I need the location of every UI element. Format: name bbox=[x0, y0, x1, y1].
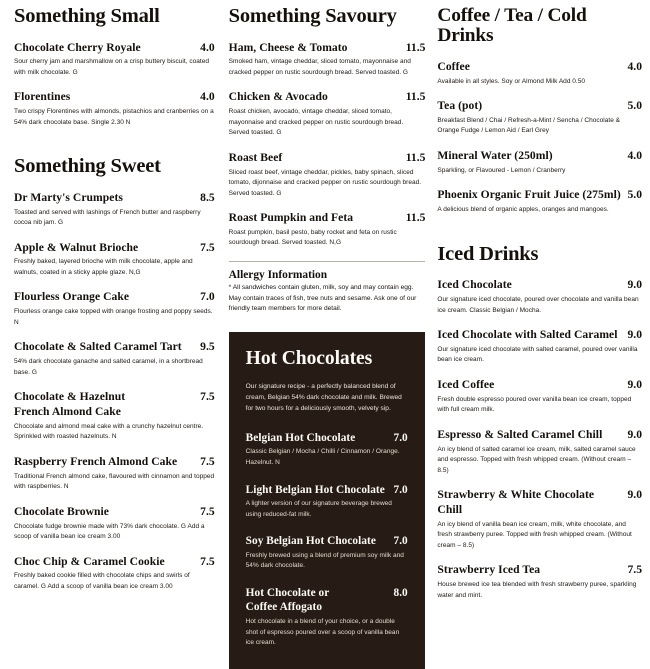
allergy-text: * All sandwiches contain gluten, milk, soy and may contain egg. May contain traces of fish, tree nuts and sesame. Ask one of our friendly team members for more detail. bbox=[228, 283, 417, 313]
menu-item bbox=[14, 191, 215, 229]
menu-item-name: Hot Chocolate or Coffee Affogato bbox=[245, 587, 330, 614]
menu-item-name: Tea (pot) bbox=[437, 99, 483, 113]
menu-item-name: Apple & Walnut Brioche bbox=[14, 240, 139, 254]
hot-chocolates-panel bbox=[229, 332, 425, 669]
menu-item-description: Breakfast Blend / Chai / Refresh-a-Mint / Sencha / Chocolate & Orange Fudge / Lemon Aid / Earl Grey bbox=[437, 116, 621, 135]
menu-item bbox=[14, 241, 215, 279]
menu-item-price: 7.5 bbox=[200, 454, 215, 468]
menu-item-header bbox=[14, 390, 215, 420]
menu-item-price: 9.5 bbox=[200, 340, 215, 354]
menu-item-price: 9.0 bbox=[627, 488, 642, 502]
menu-item-description: Sparkling, or Flavoured - Lemon / Cranberry bbox=[437, 166, 566, 174]
menu-item-header bbox=[14, 90, 215, 105]
menu-item-price: 7.0 bbox=[393, 431, 408, 444]
menu-item-price: 8.5 bbox=[200, 190, 215, 204]
menu-item bbox=[437, 563, 642, 601]
menu-item-header bbox=[437, 188, 642, 203]
menu-item-name: Roast Beef bbox=[228, 150, 283, 164]
menu-item bbox=[229, 151, 426, 199]
menu-item-header bbox=[14, 340, 215, 355]
menu-item bbox=[437, 99, 642, 137]
menu-item bbox=[14, 340, 215, 378]
menu-item-header bbox=[246, 534, 408, 548]
menu-item-price: 4.0 bbox=[200, 40, 215, 54]
menu-item-header bbox=[14, 41, 215, 56]
menu-item-header bbox=[246, 431, 408, 445]
menu-item-header bbox=[437, 278, 642, 293]
menu-item-price: 5.0 bbox=[627, 188, 642, 202]
menu-item-price: 11.5 bbox=[405, 40, 426, 54]
menu-item-header bbox=[437, 563, 642, 578]
section-title-something-savoury: Something Savoury bbox=[228, 5, 397, 27]
menu-item-description: Hot chocolate in a blend of your choice, or a double shot of espresso poured over a scoop of vanilla bean ice cream. bbox=[245, 617, 400, 647]
menu-item-header bbox=[14, 191, 215, 206]
menu-item bbox=[246, 534, 408, 572]
menu-item-header bbox=[437, 488, 642, 518]
menu-item-name: Chicken & Avocado bbox=[228, 90, 328, 104]
allergy-title: Allergy Information bbox=[228, 268, 328, 281]
section-spacer bbox=[14, 140, 215, 156]
menu-item bbox=[437, 188, 642, 215]
section-title-iced-drinks: Iced Drinks bbox=[437, 242, 539, 265]
menu-item bbox=[14, 555, 215, 593]
menu-item-header bbox=[437, 60, 642, 75]
menu-item-description: Our signature iced chocolate, poured over chocolate and vanilla bean ice cream. Classic Belgian / Mocha. bbox=[437, 295, 639, 314]
menu-item-name: Chocolate & Hazelnut French Almond Cake bbox=[14, 390, 126, 419]
menu-item-description: A delicious blend of organic apples, oranges and mangoes. bbox=[437, 206, 609, 214]
menu-item-description: Two crispy Florentines with almonds, pistachios and cranberries on a 54% dark chocolate base. Single 2.30 N bbox=[14, 108, 214, 126]
menu-item-name: Chocolate & Salted Caramel Tart bbox=[14, 340, 182, 354]
menu-item bbox=[437, 60, 642, 87]
menu-column-drinks bbox=[433, 6, 642, 616]
menu-item bbox=[437, 278, 642, 316]
menu-item-name: Iced Chocolate bbox=[437, 278, 512, 292]
menu-item-name: Belgian Hot Chocolate bbox=[245, 431, 356, 444]
section-title-something-sweet: Something Sweet bbox=[14, 155, 161, 178]
menu-item-description: Freshly brewed using a blend of premium soy milk and 54% dark chocolate. bbox=[245, 551, 404, 570]
menu-item bbox=[246, 586, 408, 649]
menu-item-description: Roast pumpkin, basil pesto, baby rocket and feta on rustic sourdough bread. Served toasted. N,G bbox=[228, 228, 397, 247]
menu-item-header bbox=[229, 151, 426, 166]
menu-item-price: 7.5 bbox=[200, 554, 215, 568]
menu-item-price: 5.0 bbox=[627, 99, 642, 113]
section-divider bbox=[229, 261, 426, 262]
menu-item-header bbox=[437, 328, 642, 343]
menu-item-name: Espresso & Salted Caramel Chill bbox=[437, 427, 603, 441]
menu-item bbox=[229, 41, 426, 79]
menu-item-header bbox=[246, 586, 408, 615]
menu-item-header bbox=[14, 555, 215, 570]
menu-item bbox=[14, 390, 215, 443]
menu-item-description: Fresh double espresso poured over vanilla bean ice cream, topped with full cream milk. bbox=[437, 395, 632, 414]
menu-item-description: Toasted and served with lashings of French butter and raspberry cocoa nib jam. G bbox=[14, 208, 201, 227]
menu-item bbox=[437, 328, 642, 366]
menu-item-description: Classic Belgian / Mocha / Chilli / Cinnamon / Orange. Hazelnut. N bbox=[245, 448, 400, 466]
hot-chocolates-intro: Our signature recipe - a perfectly balanced blend of cream, Belgian 54% dark chocolate and milk. Brewed for two hours for a deliciously smooth, velvety sip. bbox=[245, 382, 402, 413]
menu-item-header bbox=[246, 483, 408, 497]
menu-item-header bbox=[14, 290, 215, 305]
menu-item-name: Mineral Water (250ml) bbox=[437, 148, 553, 162]
menu-item-name: Iced Coffee bbox=[437, 377, 495, 391]
menu-item bbox=[14, 455, 215, 493]
menu-item-price: 7.5 bbox=[200, 390, 215, 404]
menu-item bbox=[14, 90, 215, 128]
menu-item-price: 7.0 bbox=[393, 483, 408, 496]
menu-item-description: Freshly baked, layered brioche with milk chocolate, apple and walnuts, coated in a sticky apple glaze. N,G bbox=[14, 258, 193, 276]
menu-item-header bbox=[229, 90, 426, 105]
menu-item-name: Strawberry Iced Tea bbox=[437, 563, 541, 577]
menu-item-description: Chocolate and almond meal cake with a crunchy hazelnut centre. Sprinkled with roasted hazelnuts. N bbox=[14, 422, 204, 441]
menu-item bbox=[437, 149, 642, 176]
menu-item-price: 9.0 bbox=[627, 377, 642, 391]
menu-item-price: 11.5 bbox=[405, 150, 426, 164]
menu-item-name: Soy Belgian Hot Chocolate bbox=[245, 535, 376, 548]
menu-item-description: A lighter version of our signature beverage brewed using reduced-fat milk. bbox=[245, 499, 392, 518]
menu-item-header bbox=[14, 241, 215, 256]
menu-item-description: Our signature iced chocolate with salted caramel, poured over vanilla bean ice cream. bbox=[437, 345, 638, 364]
menu-item-name: Chocolate Cherry Royale bbox=[14, 40, 141, 54]
menu-item-description: Flourless orange cake topped with orange frosting and poppy seeds. N bbox=[14, 308, 213, 326]
menu-item-name: Florentines bbox=[14, 90, 71, 104]
menu-item-header bbox=[14, 455, 215, 470]
menu-item-name: Raspberry French Almond Cake bbox=[14, 454, 178, 468]
menu-item-name: Choc Chip & Caramel Cookie bbox=[14, 554, 165, 568]
section-title-coffee-tea-cold-drinks: Coffee / Tea / Cold Drinks bbox=[437, 5, 587, 47]
menu-item bbox=[437, 488, 642, 551]
menu-item-price: 7.0 bbox=[393, 535, 408, 548]
menu-item-name: Light Belgian Hot Chocolate bbox=[245, 483, 385, 496]
menu-item-header bbox=[437, 99, 642, 114]
allergy-information bbox=[229, 269, 426, 315]
menu-item-header bbox=[14, 505, 215, 520]
menu-item-description: Chocolate fudge brownie made with 73% dark chocolate. G Add a scoop of vanilla bean ice cream 3.00 bbox=[14, 522, 205, 541]
menu-item-price: 11.5 bbox=[405, 211, 426, 225]
menu-item bbox=[437, 428, 642, 476]
menu-item bbox=[14, 41, 215, 79]
menu-item-description: 54% dark chocolate ganache and salted caramel, in a shortbread base. G bbox=[14, 358, 203, 376]
menu-item-name: Flourless Orange Cake bbox=[14, 290, 130, 304]
menu-item-description: Smoked ham, vintage cheddar, sliced tomato, mayonnaise and cracked pepper on rustic sourdough bread. Served toasted. G bbox=[228, 58, 411, 76]
menu-item bbox=[229, 90, 426, 138]
section-title-something-small: Something Small bbox=[14, 5, 160, 27]
menu-item-price: 9.0 bbox=[627, 278, 642, 292]
menu-item-price: 11.5 bbox=[405, 90, 426, 104]
menu-item-description: House brewed ice tea blended with fresh strawberry puree, sparkling water and mint. bbox=[437, 581, 637, 599]
menu-item-price: 9.0 bbox=[627, 427, 642, 441]
menu-item-price: 7.0 bbox=[200, 290, 215, 304]
menu-item-description: Sour cherry jam and marshmallow on a crisp buttery biscuit, coated with milk chocolate. G bbox=[14, 58, 209, 76]
menu-item-name: Dr Marty's Crumpets bbox=[14, 190, 123, 204]
menu-column-something-savoury bbox=[228, 5, 434, 647]
menu-item-price: 4.0 bbox=[200, 90, 215, 104]
menu-item-description: An icy blend of vanilla bean ice cream, milk, white chocolate, and fresh strawberry puree. Topped with fresh whipped cream. (Without cream – 8.5) bbox=[437, 520, 632, 549]
menu-item-name: Iced Chocolate with Salted Caramel bbox=[437, 328, 618, 342]
menu-item-description: Traditional French almond cake, flavoured with cinnamon and topped with raspberries. N bbox=[14, 472, 215, 491]
menu-item bbox=[14, 505, 215, 543]
menu-item bbox=[246, 483, 408, 521]
menu-item-header bbox=[437, 378, 642, 393]
section-spacer bbox=[437, 228, 642, 244]
menu-item-price: 9.0 bbox=[627, 328, 642, 342]
menu-item bbox=[14, 290, 215, 328]
menu-column-something-small-sweet bbox=[14, 6, 229, 616]
menu-item-description: Roast chicken, avocado, vintage cheddar, sliced tomato, mayonnaise and cracked pepper on rustic sourdough bread. Served toasted. G bbox=[228, 108, 404, 137]
menu-item-name: Ham, Cheese & Tomato bbox=[228, 40, 348, 54]
menu-item-header bbox=[229, 41, 426, 56]
menu-item-name: Roast Pumpkin and Feta bbox=[228, 211, 354, 225]
menu-item-name: Chocolate Brownie bbox=[14, 504, 109, 518]
menu-item-description: Freshly baked cookie filled with chocolate chips and swirls of caramel. G Add a scoop of vanilla bean ice cream 3.00 bbox=[14, 572, 190, 590]
menu-item-price: 7.5 bbox=[627, 563, 642, 577]
menu-item bbox=[246, 431, 408, 469]
menu-item-name: Coffee bbox=[437, 59, 470, 73]
menu-item-header bbox=[437, 428, 642, 443]
menu-item-description: An icy blend of salted caramel ice cream, milk, salted caramel sauce and espresso. Topped with fresh whipped cream. (Without cream – 8.5) bbox=[437, 445, 636, 474]
menu-item-description: Available in all styles. Soy or Almond Milk Add 0.50 bbox=[437, 77, 586, 85]
menu-item-name: Strawberry & White Chocolate Chill bbox=[437, 488, 595, 516]
menu-item bbox=[229, 211, 426, 249]
menu-item-price: 4.0 bbox=[627, 59, 642, 73]
menu-item-price: 7.5 bbox=[200, 504, 215, 518]
menu-item-header bbox=[437, 149, 642, 164]
menu-item-description: Sliced roast beef, vintage cheddar, pickles, baby spinach, sliced tomato, dijonnaise and cracked pepper on rustic sourdough bread. Served toasted. G bbox=[228, 168, 422, 197]
menu-item-name: Phoenix Organic Fruit Juice (275ml) bbox=[437, 188, 621, 202]
menu-item-price: 8.0 bbox=[393, 587, 408, 600]
menu-item-price: 4.0 bbox=[627, 148, 642, 162]
menu-item-price: 7.5 bbox=[200, 240, 215, 254]
section-title-hot-chocolates: Hot Chocolates bbox=[245, 348, 373, 370]
menu-item-header bbox=[229, 211, 426, 226]
menu-item bbox=[437, 378, 642, 416]
